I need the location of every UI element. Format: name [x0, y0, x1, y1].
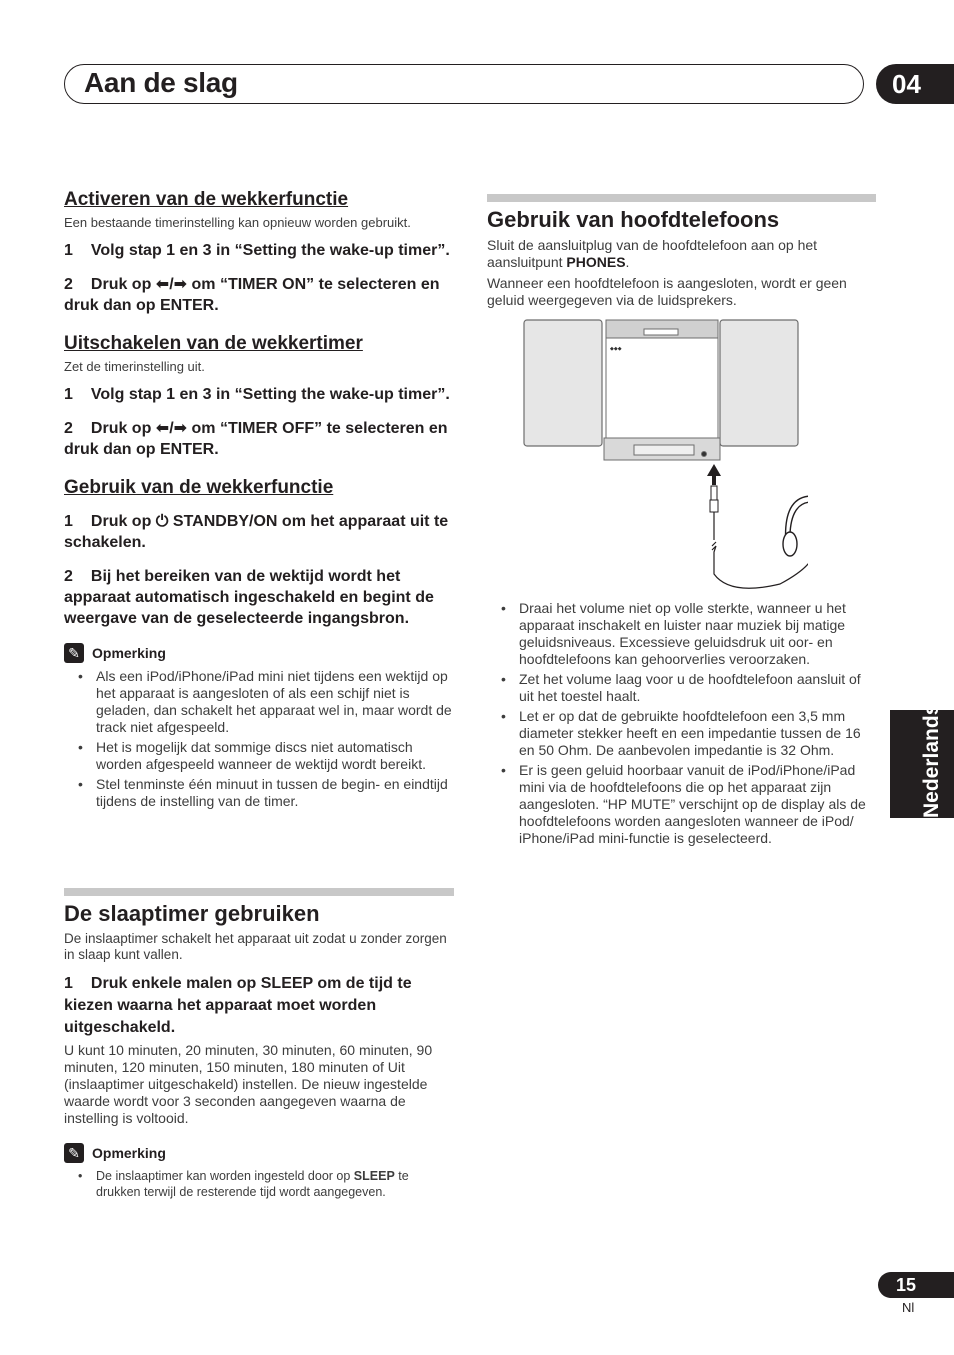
- section-bar: [64, 888, 454, 896]
- list-item: • Stel tenminste één minuut in tussen de begin- en eindtijd tijdens de instelling van de timer.: [64, 776, 456, 810]
- list-item: • Zet het volume laag voor u de hoofdtelefoon aansluit of uit het toestel haalt.: [487, 671, 877, 705]
- notes-list: [64, 668, 456, 810]
- heading-disable: Uitschakelen van de wekkertimer: [64, 333, 363, 354]
- right-column: [487, 207, 879, 309]
- heading-use: Gebruik van de wekkerfunctie: [64, 477, 334, 498]
- sleep-body: U kunt 10 minuten, 20 minuten, 30 minuten, 60 minuten, 90 minuten, 120 minuten, 150 minuten, 180 minuten of Uit (inslaaptimer uitgeschakeld) instellen. De nieuw ingestelde waarde wordt voor 3 seconden aangegeven waarna de instelling is voltooid.: [64, 1042, 433, 1126]
- activate-step-1: 1 Volg stap 1 en 3 in “Setting the wake-up timer”.: [64, 242, 450, 259]
- sleep-sub: De inslaaptimer schakelt het apparaat uit zodat u zonder zorgen in slaap kunt vallen.: [64, 931, 447, 962]
- list-item: • Let er op dat de gebruikte hoofdtelefoon een 3,5 mm diameter stekker heeft en een impedantie tussen de 16 en 50 Ohm. De aanbevolen impedantie is 32 Ohm.: [487, 708, 877, 759]
- arrow-up-icon: [707, 464, 721, 485]
- activate-sub: Een bestaande timerinstelling kan opnieuw worden gebruikt.: [64, 215, 411, 230]
- brand-logo: ◆◆◆: [610, 346, 622, 352]
- sleep-section: [64, 901, 456, 1203]
- list-item: • Draai het volume niet op volle sterkte, wanneer u het apparaat inschakelt en luister naar muziek bij matige geluidsniveaus. Excessieve geluidsdruk uit oor- en hoofdtelefoons kan gehoorverlies veroorzaken.: [487, 600, 877, 668]
- main-unit: [604, 320, 720, 460]
- pencil-icon: ✎: [64, 1143, 84, 1163]
- disable-step-2: 2 Druk op ⬅/➡ om “TIMER OFF” te selecteren en druk dan op ENTER.: [64, 420, 448, 458]
- sleep-notes-list: [64, 1168, 456, 1200]
- heading-headphones: Gebruik van hoofdtelefoons: [487, 207, 780, 232]
- note-header: ✎ Opmerking: [64, 643, 456, 663]
- use-step-2: 2 Bij het bereiken van de wektijd wordt het apparaat automatisch ingeschakeld en begint de weergave van de geselecteerde ingangsbron.: [64, 568, 434, 627]
- list-item: • Als een iPod/iPhone/iPad mini niet tijdens een wektijd op het apparaat is aangesloten of als een schijf niet is geladen, dan schakelt het apparaat wel in, maar wordt de track niet afgespeeld.: [64, 668, 456, 736]
- page-title: Aan de slag: [84, 67, 238, 98]
- heading-activate: Activeren van de wekkerfunctie: [64, 189, 349, 210]
- right-speaker: [720, 320, 798, 446]
- list-item: • Het is mogelijk dat sommige discs niet automatisch worden afgespeeld wanneer de wektijd wordt bereikt.: [64, 739, 456, 773]
- chapter-badge: 04: [876, 64, 954, 104]
- page-number: 15: [878, 1272, 954, 1298]
- left-column: [64, 189, 456, 813]
- pencil-icon: ✎: [64, 643, 84, 663]
- language-tab: [890, 703, 954, 818]
- list-item: • Er is geen geluid hoorbaar vanuit de iPod/iPhone/iPad mini via de hoofdtelefoons die op het apparaat zijn aangesloten. “HP MUTE” verschijnt op de display als de hoofdtelefoons worden aangesloten wanneer de iPod/ iPhone/iPad mini-functie is geselecteerd.: [487, 762, 877, 847]
- page-language: Nl: [902, 1300, 915, 1315]
- headphone-plug: [710, 486, 718, 512]
- headphones-p2: Wanneer een hoofdtelefoon is aangesloten, wordt er geen geluid weergegeven via de luidsprekers.: [487, 275, 847, 308]
- headphones-illustration: [520, 318, 808, 594]
- activate-step-2: 2 Druk op ⬅/➡ om “TIMER ON” te selecteren en druk dan op ENTER.: [64, 276, 440, 314]
- section-bar: [487, 194, 876, 202]
- sleep-step-1: 1 Druk enkele malen op SLEEP om de tijd te kiezen waarna het apparaat moet worden uitgeschakeld.: [64, 975, 412, 1036]
- heading-sleep: De slaaptimer gebruiken: [64, 901, 320, 926]
- note-header: ✎ Opmerking: [64, 1143, 456, 1163]
- headphones: [783, 496, 808, 556]
- language-tab-label: Nederlands: [920, 703, 943, 818]
- disable-sub: Zet de timerinstelling uit.: [64, 359, 205, 374]
- left-speaker: [524, 320, 602, 446]
- disable-step-1: 1 Volg stap 1 en 3 in “Setting the wake-up timer”.: [64, 386, 450, 403]
- headphones-notes: [487, 600, 877, 850]
- list-item: • De inslaaptimer kan worden ingesteld door op SLEEP te drukken terwijl de resterende tijd wordt aangegeven.: [64, 1168, 456, 1200]
- use-step-1: 1 Druk op ⏻ STANDBY/ON om het apparaat uit te schakelen.: [64, 513, 449, 551]
- headphones-p1: Sluit de aansluitplug van de hoofdtelefoon aan op het aansluitpunt PHONES.: [487, 237, 818, 270]
